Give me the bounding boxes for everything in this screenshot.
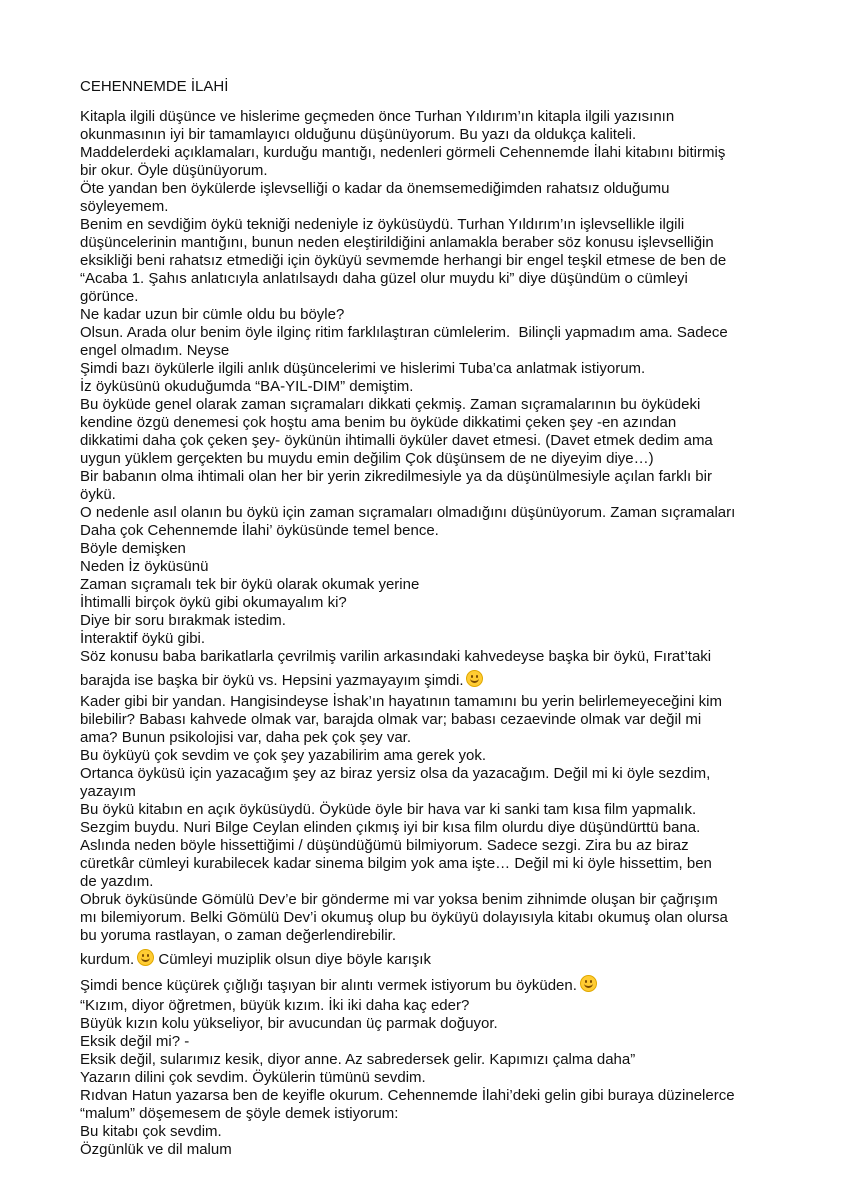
document-line: öykü. — [80, 486, 116, 503]
document-line: Rıdvan Hatun yazarsa ben de keyifle okurum. Cehennemde İlahi’deki gelin gibi buraya düzinelerce — [80, 1087, 735, 1104]
document-line: Neden İz öyküsünü — [80, 558, 209, 575]
document-line: Olsun. Arada olur benim öyle ilginç ritim farklılaştıran cümlelerim. Bilinçli yapmadım ama. Sadece — [80, 324, 728, 341]
document-line: kendine özgü denemesi çok hoştu ama benim bu öyküde dikkatimi çeken şey -en azından — [80, 414, 677, 431]
document-line: Ne kadar uzun bir cümle oldu bu böyle? — [80, 306, 345, 323]
document-line: “Acaba 1. Şahıs anlatıcıyla anlatılsaydı daha güzel olur muydu ki” diye düşündüm o cümleyi — [80, 270, 688, 287]
document-line: Bir babanın olma ihtimali olan her bir yerin zikredilmesiyle ya da düşünülmesiyle açılan farklı bir — [80, 468, 712, 485]
document-line: Eksik değil, sularımız kesik, diyor anne. Az sabredersek gelir. Kapımızı çalma daha” — [80, 1051, 636, 1068]
document-line: eksikliği beni rahatsız etmediği için öyküyü sevmemde herhangi bir engel teşkil etmese de ben de — [80, 252, 727, 269]
document-line: “malum” döşemesem de şöyle demek istiyorum: — [80, 1105, 399, 1122]
document-line: Bu kitabı çok sevdim. — [80, 1123, 222, 1140]
document-line: de yazdım. — [80, 873, 154, 890]
document-line: İhtimalli birçok öykü gibi okumayalım ki? — [80, 594, 347, 611]
smiling-face-emoji-icon — [137, 949, 154, 966]
smiling-face-emoji-icon — [466, 670, 483, 687]
document-line: Aslında neden böyle hissettiğimi / düşündüğümü bilmiyorum. Sadece sezgi. Zira bu az biraz — [80, 837, 689, 854]
document-line: bu yoruma rastlayan, o zaman değerlendirebilir. — [80, 927, 397, 944]
document-line: görünce. — [80, 288, 139, 305]
document-line: Ortanca öyküsü için yazacağım şey az biraz yersiz olsa da yazacağım. Değil mi ki öyle sezdim, — [80, 765, 711, 782]
document-line: Diye bir soru bırakmak istedim. — [80, 612, 286, 629]
document-line: kurdum. Cümleyi muziplik olsun diye böyle karışık — [80, 951, 431, 968]
document-line: okunmasının iyi bir tamamlayıcı olduğunu düşünüyorum. Bu yazı da oldukça kaliteli. — [80, 126, 637, 143]
document-line: yazayım — [80, 783, 136, 800]
document-line: dikkatimi daha çok çeken şey- öykünün ihtimalli öyküler davet etmesi. (Davet etmek dedim ama — [80, 432, 713, 449]
document-title: CEHENNEMDE İLAHİ — [80, 78, 229, 95]
document-line: Büyük kızın kolu yükseliyor, bir avucundan üç parmak doğuyor. — [80, 1015, 498, 1032]
document-body — [80, 108, 808, 1159]
smiling-face-emoji-icon — [580, 975, 597, 992]
document-line: Öte yandan ben öykülerde işlevselliği o kadar da önemsemediğimden rahatsız olduğumu — [80, 180, 670, 197]
document-line: Maddelerdeki açıklamaları, kurduğu mantığı, nedenleri görmeli Cehennemde İlahi kitabını bitirmiş — [80, 144, 726, 161]
document-line: engel olmadım. Neyse — [80, 342, 230, 359]
document-line: Böyle demişken — [80, 540, 186, 557]
document-line: Benim en sevdiğim öykü tekniği nedeniyle iz öyküsüydü. Turhan Yıldırım’ın işlevsellikle ilgili — [80, 216, 685, 233]
document-line: İnteraktif öykü gibi. — [80, 630, 206, 647]
document-line: ama? Bunun psikolojisi var, daha pek çok şey var. — [80, 729, 412, 746]
document-line: Bu öykü kitabın en açık öyküsüydü. Öyküde öyle bir hava var ki sanki tam kısa film yapmalık. — [80, 801, 697, 818]
document-line: uygun yüklem gerçekten bu muydu emin değilim Çok düşünsem de ne diyeyim diye…) — [80, 450, 654, 467]
document-line: “Kızım, diyor öğretmen, büyük kızım. İki iki daha kaç eder? — [80, 997, 470, 1014]
document-line: Şimdi bazı öykülerle ilgili anlık düşüncelerimi ve hislerimi Tuba’ca anlatmak istiyorum. — [80, 360, 646, 377]
document-line: Özgünlük ve dil malum — [80, 1141, 232, 1158]
document-line: Şimdi bence küçürek çığlığı taşıyan bir alıntı vermek istiyorum bu öyküden. — [80, 975, 808, 995]
document-line: Eksik değil mi? - — [80, 1033, 190, 1050]
document-line: Kader gibi bir yandan. Hangisindeyse İshak’ın hayatının tamamını bu yerin belirlemeyeceğini kim — [80, 693, 723, 710]
document-line: İz öyküsünü okuduğumda “BA-YIL-DIM” demiştim. — [80, 378, 414, 395]
document-line: mı bilemiyorum. Belki Gömülü Dev’i okumuş olup bu öyküyü dolayısıyla kitabı okumuş olan olursa — [80, 909, 728, 926]
document-line: Daha çok Cehennemde İlahi’ öyküsünde temel bence. — [80, 522, 439, 539]
document-line: bir okur. Öyle düşünüyorum. — [80, 162, 268, 179]
document-line: Obruk öyküsünde Gömülü Dev’e bir gönderme mi var yoksa benim zihnimde oluşan bir çağrışım — [80, 891, 718, 908]
document-line: barajda ise başka bir öykü vs. Hepsini yazmayayım şimdi. — [80, 670, 808, 690]
document-line: cüretkâr cümleyi kurabilecek kadar sinema bilgim yok ama işte… Değil mi ki öyle hissettim, ben — [80, 855, 712, 872]
document-line: Söz konusu baba barikatlarla çevrilmiş varilin arkasındaki kahvedeyse başka bir öykü, Fırat’taki — [80, 648, 712, 665]
document-line: düşüncelerinin mantığını, bunun neden eleştirildiğini anlamakla beraber söz konusu işlevselliğin — [80, 234, 714, 251]
document-line: Kitapla ilgili düşünce ve hislerime geçmeden önce Turhan Yıldırım’ın kitapla ilgili yazısının — [80, 108, 675, 125]
document-line: Sezgim buydu. Nuri Bilge Ceylan elinden çıkmış iyi bir kısa film olurdu diye düşündürttü bana. — [80, 819, 701, 836]
document-line: söyleyemem. — [80, 198, 169, 215]
document-line: Bu öyküyü çok sevdim ve çok şey yazabilirim ama gerek yok. — [80, 747, 486, 764]
document-line: bilebilir? Babası kahvede olmak var, barajda olmak var; babası cezaevinde olmak var değil mi — [80, 711, 702, 728]
document-line: Bu öyküde genel olarak zaman sıçramaları dikkati çekmiş. Zaman sıçramalarının bu öyküdeki — [80, 396, 701, 413]
document-line: Yazarın dilini çok sevdim. Öykülerin tümünü sevdim. — [80, 1069, 426, 1086]
document-line: O nedenle asıl olanın bu öykü için zaman sıçramaları olmadığını düşünüyorum. Zaman sıçramaları — [80, 504, 736, 521]
document-line: Zaman sıçramalı tek bir öykü olarak okumak yerine — [80, 576, 420, 593]
